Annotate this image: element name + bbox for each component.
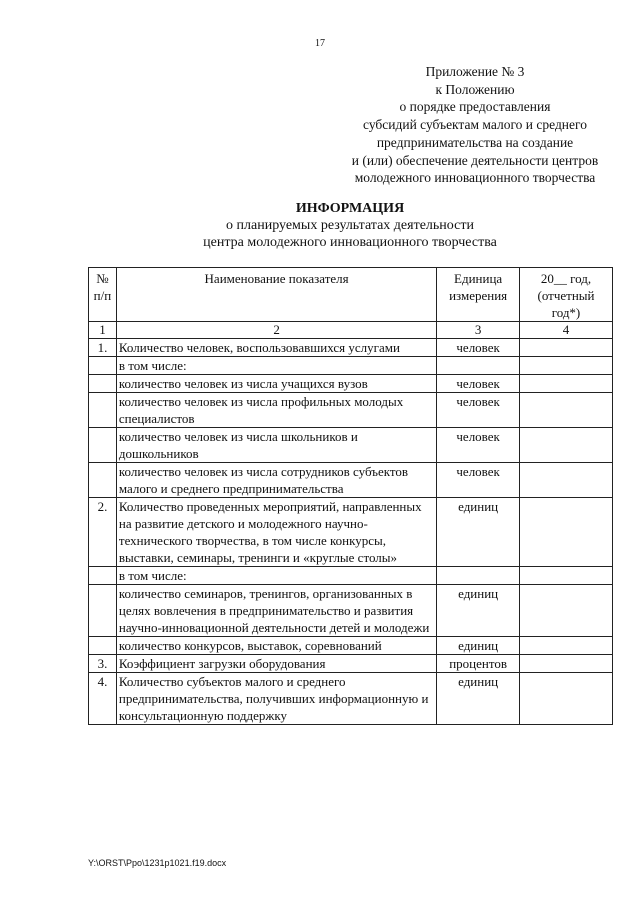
appendix-line: о порядке предоставления bbox=[399, 99, 551, 115]
appendix-line: предпринимательства на создание bbox=[376, 134, 574, 150]
reporting-year-value bbox=[519, 673, 612, 725]
reporting-year-value bbox=[519, 357, 612, 375]
table-row bbox=[89, 498, 613, 567]
header-unit: Единица измерения bbox=[437, 268, 520, 322]
row-number: 3. bbox=[89, 655, 117, 673]
table-row bbox=[89, 375, 613, 393]
title-line: центра молодежного инновационного творчества bbox=[203, 235, 497, 250]
reporting-year-value bbox=[519, 428, 612, 463]
appendix-line: молодежного инновационного творчества bbox=[354, 170, 596, 186]
column-number: 3 bbox=[437, 322, 520, 339]
row-number: 1. bbox=[89, 339, 117, 357]
table-row bbox=[89, 357, 613, 375]
reporting-year-value bbox=[519, 655, 612, 673]
unit-of-measure: человек bbox=[437, 339, 520, 357]
indicator-name: Количество человек, воспользовавшихся услугами bbox=[116, 339, 436, 357]
indicator-name: Количество проведенных мероприятий, направленных на развитие детского и молодежного научно-технического творчества, в том числе конкурсы, выставки, семинары, тренинги и «круглые столы» bbox=[116, 498, 436, 567]
column-numbering-row bbox=[89, 322, 613, 339]
indicator-name: количество человек из числа сотрудников субъектов малого и среднего предпринимательства bbox=[116, 463, 436, 498]
unit-of-measure bbox=[437, 357, 520, 375]
unit-of-measure: человек bbox=[437, 393, 520, 428]
row-number: 2. bbox=[89, 498, 117, 567]
reporting-year-value bbox=[519, 463, 612, 498]
table-row bbox=[89, 463, 613, 498]
reporting-year-value bbox=[519, 339, 612, 357]
table-row bbox=[89, 393, 613, 428]
indicator-name: в том числе: bbox=[116, 567, 436, 585]
row-number bbox=[89, 567, 117, 585]
row-number bbox=[89, 357, 117, 375]
indicator-name: количество семинаров, тренингов, организованных в целях вовлечения в предпринимательство и развития научно-инновационной деятельности детей и молодежи bbox=[116, 585, 436, 637]
unit-of-measure: единиц bbox=[437, 673, 520, 725]
unit-of-measure: человек bbox=[437, 463, 520, 498]
table-row bbox=[89, 673, 613, 725]
row-number bbox=[89, 428, 117, 463]
table-row bbox=[89, 585, 613, 637]
title-line: о планируемых результатах деятельности bbox=[226, 218, 474, 233]
row-number bbox=[89, 393, 117, 428]
reporting-year-value bbox=[519, 498, 612, 567]
unit-of-measure: единиц bbox=[437, 498, 520, 567]
row-number: 4. bbox=[89, 673, 117, 725]
header-num: № п/п bbox=[89, 268, 117, 322]
title-heading: ИНФОРМАЦИЯ bbox=[295, 201, 405, 216]
indicator-name: количество конкурсов, выставок, соревнований bbox=[116, 637, 436, 655]
table-row bbox=[89, 567, 613, 585]
table-row bbox=[89, 339, 613, 357]
reporting-year-value bbox=[519, 567, 612, 585]
indicator-name: в том числе: bbox=[116, 357, 436, 375]
appendix-line: и (или) обеспечение деятельности центров bbox=[351, 152, 599, 168]
row-number bbox=[89, 375, 117, 393]
appendix-line: Приложение № 3 bbox=[425, 64, 525, 79]
appendix-line: субсидий субъектам малого и среднего bbox=[363, 117, 587, 133]
unit-of-measure: человек bbox=[437, 375, 520, 393]
row-number bbox=[89, 463, 117, 498]
header-name: Наименование показателя bbox=[116, 268, 436, 322]
page-number: 17 bbox=[315, 38, 325, 49]
indicator-name: Коэффициент загрузки оборудования bbox=[116, 655, 436, 673]
indicator-name: количество человек из числа учащихся вузов bbox=[116, 375, 436, 393]
unit-of-measure: человек bbox=[437, 428, 520, 463]
header-year: 20__ год, (отчетный год*) bbox=[519, 268, 612, 322]
appendix-block bbox=[330, 63, 620, 187]
column-number: 4 bbox=[519, 322, 612, 339]
table-row bbox=[89, 655, 613, 673]
indicators-table bbox=[88, 267, 613, 725]
table-row bbox=[89, 428, 613, 463]
unit-of-measure bbox=[437, 567, 520, 585]
row-number bbox=[89, 585, 117, 637]
table-row bbox=[89, 637, 613, 655]
document-title bbox=[0, 200, 640, 251]
reporting-year-value bbox=[519, 585, 612, 637]
reporting-year-value bbox=[519, 375, 612, 393]
table-header-row bbox=[89, 268, 613, 322]
column-number: 2 bbox=[116, 322, 436, 339]
column-number: 1 bbox=[89, 322, 117, 339]
indicator-name: количество человек из числа профильных молодых специалистов bbox=[116, 393, 436, 428]
unit-of-measure: единиц bbox=[437, 637, 520, 655]
reporting-year-value bbox=[519, 637, 612, 655]
footer-file-path: Y:\ORST\Ppo\1231p1021.f19.docx bbox=[88, 858, 227, 868]
appendix-line: к Положению bbox=[435, 81, 515, 97]
indicator-name: количество человек из числа школьников и дошкольников bbox=[116, 428, 436, 463]
unit-of-measure: процентов bbox=[437, 655, 520, 673]
reporting-year-value bbox=[519, 393, 612, 428]
row-number bbox=[89, 637, 117, 655]
unit-of-measure: единиц bbox=[437, 585, 520, 637]
indicator-name: Количество субъектов малого и среднего предпринимательства, получивших информационную и консультационную поддержку bbox=[116, 673, 436, 725]
